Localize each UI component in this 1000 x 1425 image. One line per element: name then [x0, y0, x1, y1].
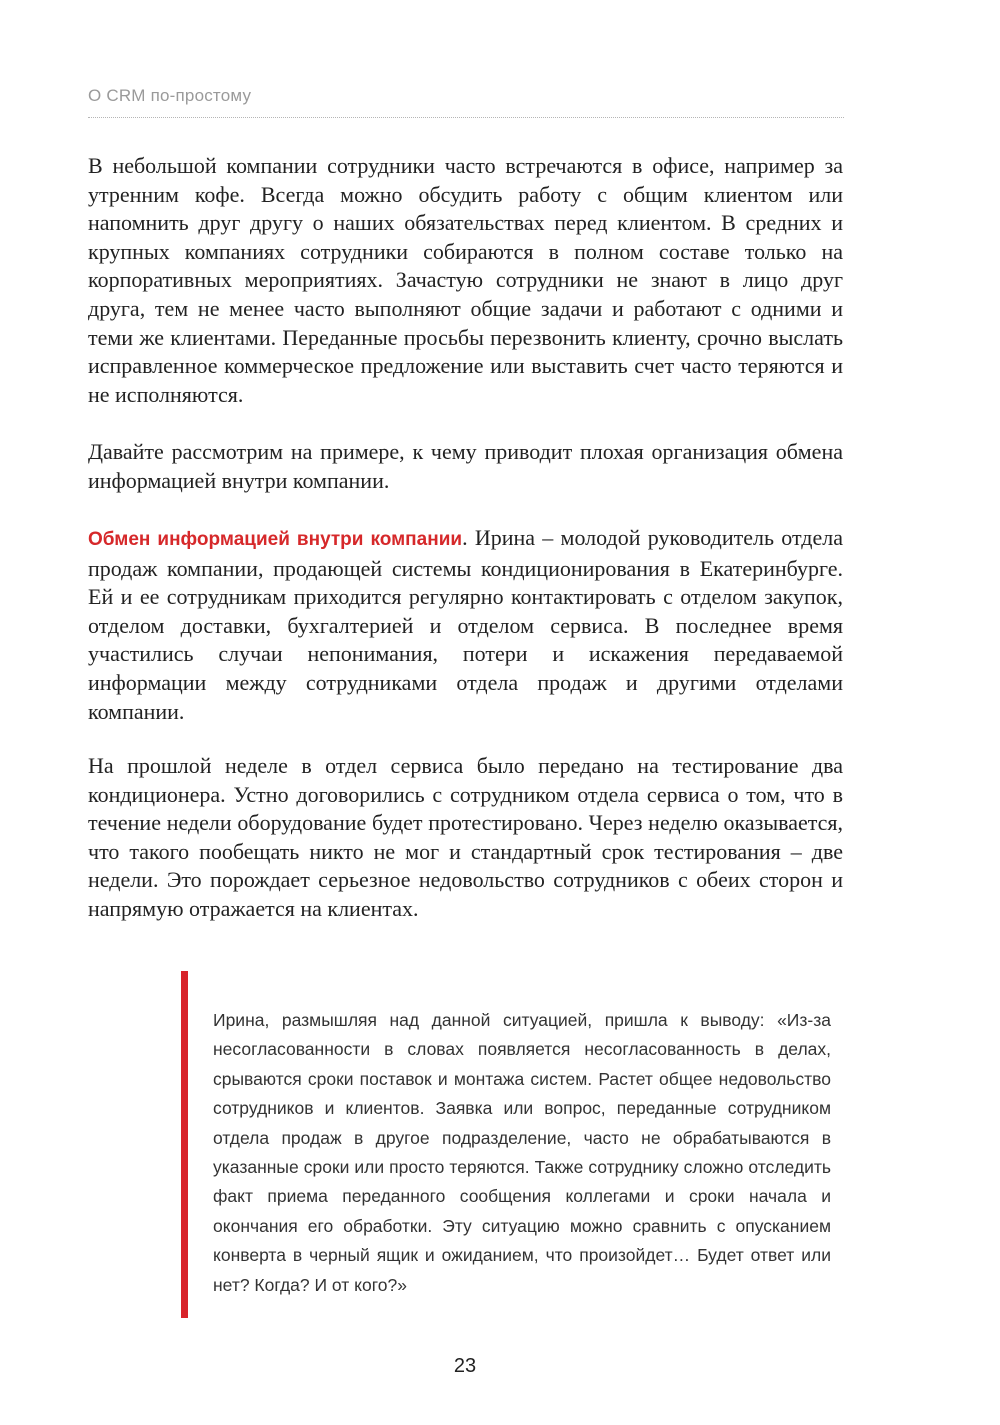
- quote-block: Ирина, размышляя над данной ситуацией, пришла к выводу: «Из-за несогласованности в словах появляется несогласованность в делах, срываются сроки поставок и монтажа систем. Растет общее недовольство сотрудников и клиентов. Заявка или вопрос, переданные сотрудником отдела продаж в другое подразделение, часто не обрабатываются в указанные сроки или просто теряются. Также сотруднику сложно отследить факт приема переданного сообщения коллегами и сроки начала и окончания его обработки. Эту ситуацию можно сравнить с опусканием конверта в черный ящик и ожиданием, что произойдет… Будет ответ или нет? Когда? И от кого?»: [213, 1010, 831, 1295]
- case-body: . Ирина – молодой руководитель отдела продаж компании, продающей системы кондиционирования в Екатеринбурге. Ей и ее сотрудникам приходится регулярно контактировать с отделом закупок, отделом доставки, бухгалтерией и отделом сервиса. В последнее время участились случаи непонимания, потери и искажения передаваемой информации между сотрудниками отдела продаж и другими отделами компании.: [88, 525, 844, 724]
- paragraph-intro: В небольшой компании сотрудники часто встречаются в офисе, например за утренним кофе. Всегда можно обсудить работу с общим клиентом или напомнить друг другу о наших обязательствах перед клиентом. В средних и крупных компаниях сотрудники собираются в полном составе только на корпоративных мероприятиях. Зачастую сотрудники не знают в лицо друг друга, тем не менее часто выполняют общие задачи и работают с одними и теми же клиентами. Переданные просьбы перезвонить клиенту, срочно выслать исправленное коммерческое предложение или выставить счет часто теряются и не исполняются.: [88, 153, 843, 407]
- paragraph-last-week: На прошлой неделе в отдел сервиса было передано на тестирование два кондиционера. Устно договорились с сотрудником отдела сервиса о том, что в течение недели оборудование будет протестировано. Через неделю оказывается, что такого пообещать никто не мог и стандартный срок тестирования – две недели. Это порождает серьезное недовольство сотрудников с обеих сторон и напрямую отражается на клиентах.: [88, 753, 843, 921]
- page-number: 23: [453, 1355, 477, 1377]
- paragraph-example-intro: Давайте рассмотрим на примере, к чему приводит плохая организация обмена информацией внутри компании.: [88, 439, 843, 493]
- running-header: О CRM по-простому: [88, 86, 252, 105]
- quote-accent-bar: [181, 971, 188, 1318]
- paragraph-case: [88, 524, 843, 726]
- case-heading: Обмен информацией внутри компании: [88, 529, 463, 550]
- header-divider: [88, 117, 844, 118]
